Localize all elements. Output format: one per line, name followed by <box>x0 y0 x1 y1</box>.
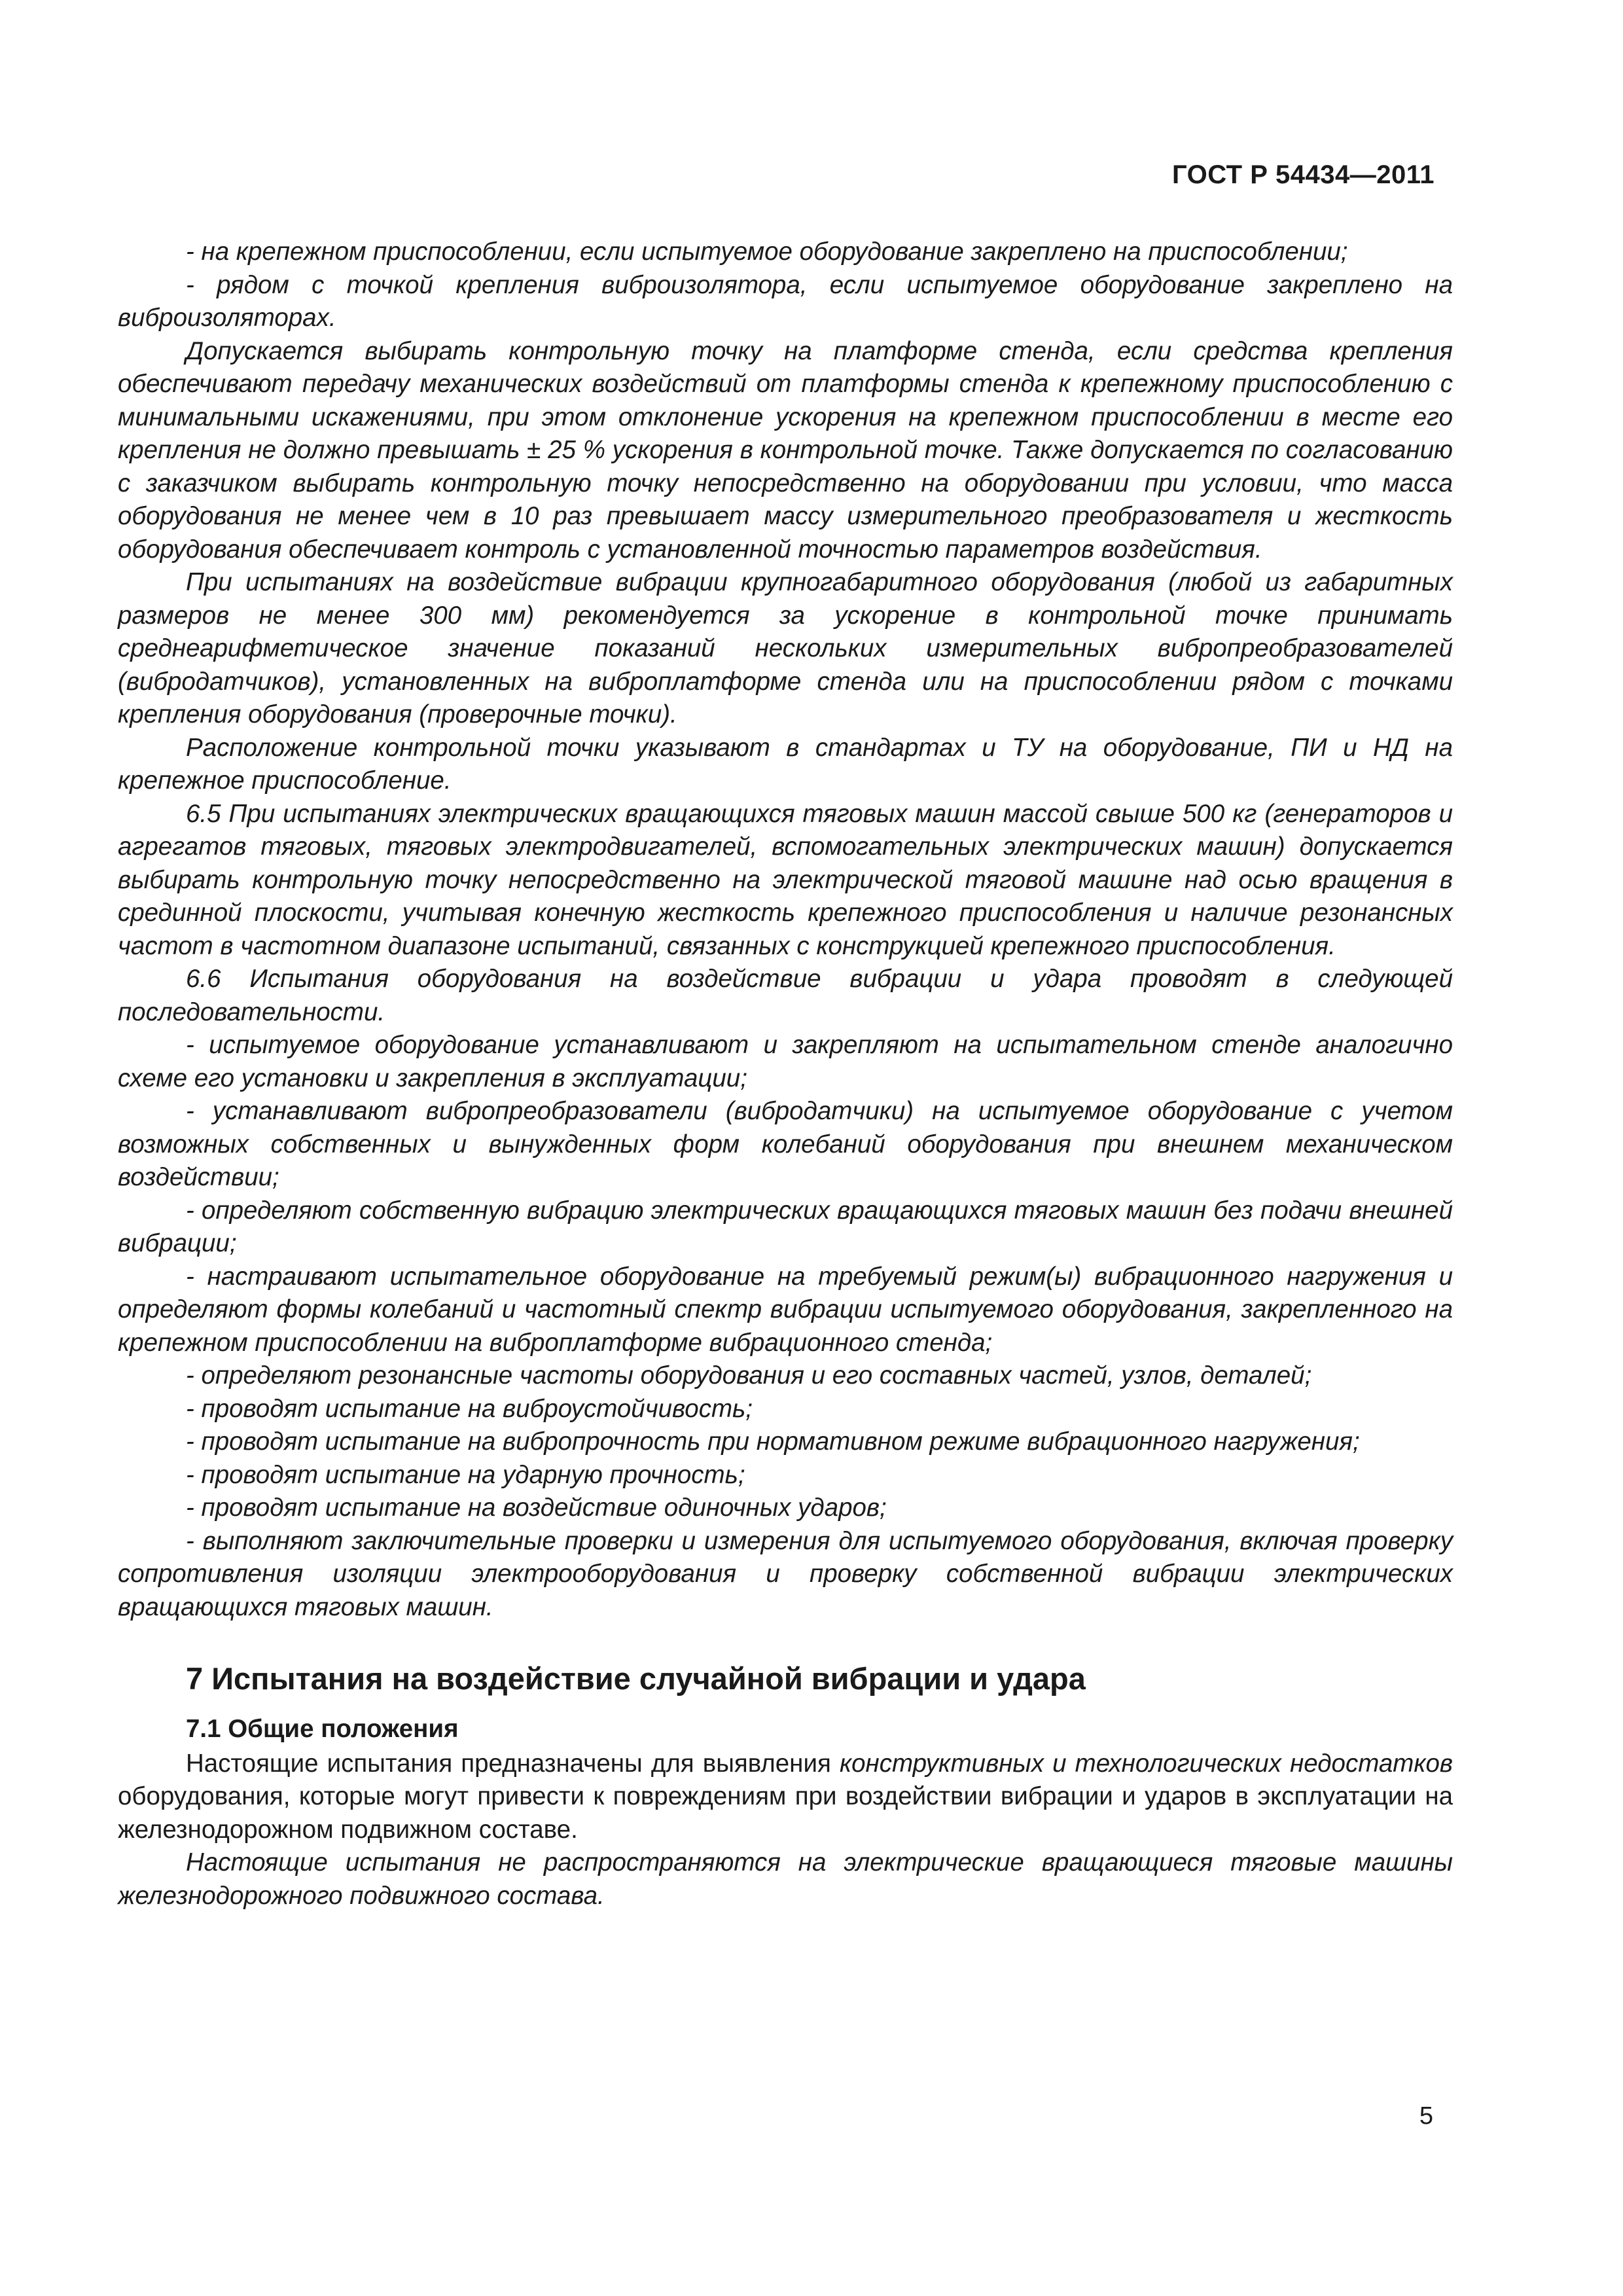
purpose-text-start: Настоящие испытания предназначены для выявления <box>186 1749 840 1778</box>
list-item-own-vibration: - определяют собственную вибрацию электрических вращающихся тяговых машин без подачи внешней вибрации; <box>118 1196 1453 1257</box>
list-item-install-sensors: - устанавливают вибропреобразователи (вибродатчики) на испытуемое оборудование с учетом возможных собственных и вынужденных форм колебаний оборудования при внешнем механическом воздействии; <box>118 1097 1453 1191</box>
paragraph-control-point-platform: Допускается выбирать контрольную точку на платформе стенда, если средства крепления обеспечивают передачу механических воздействий от платформы стенда к крепежному приспособлению с минимальными искажениями, при этом отклонение ускорения на крепежном приспособлении в месте его крепления не должно превышать ± 25 % ускорения в контрольной точке. Также допускается по согласованию с заказчиком выбирать контрольную точку непосредственно на оборудовании при условии, что масса оборудования не менее чем в 10 раз превышает массу измерительного преобразователя и жесткость оборудования обеспечивает контроль с установленной точностью параметров воздействия. <box>118 336 1453 564</box>
list-item-fixture: - на крепежном приспособлении, если испытуемое оборудование закреплено на приспособлении; <box>186 238 1348 266</box>
list-item-install-equipment: - испытуемое оборудование устанавливают и закрепляют на испытательном стенде аналогично схеме его установки и закрепления в эксплуатации; <box>118 1031 1453 1092</box>
document-body <box>118 236 1453 1912</box>
list-item-single-shocks: - проводят испытание на воздействие одиночных ударов; <box>186 1494 887 1522</box>
document-header-standard-id: ГОСТ Р 54434—2011 <box>1172 160 1435 189</box>
purpose-text-end: оборудования, которые могут привести к повреждениям при воздействии вибрации и ударов в эксплуатации на железнодорожном подвижном составе. <box>118 1782 1453 1844</box>
list-item-vibration-stability: - проводят испытание на виброустойчивость; <box>186 1394 753 1423</box>
paragraph-large-equipment: При испытаниях на воздействие вибрации крупногабаритного оборудования (любой из габаритных размеров не менее 300 мм) рекомендуется за ускорение в контрольной точке принимать среднеарифметическое значение показаний нескольких измерительных вибропреобразователей (вибродатчиков), установленных на виброплатформе стенда или на приспособлении рядом с точками крепления оборудования (проверочные точки). <box>118 568 1453 728</box>
list-item-vibration-strength: - проводят испытание на вибропрочность при нормативном режиме вибрационного нагружения; <box>186 1427 1360 1456</box>
clause-6-5: 6.5 При испытаниях электрических вращающихся тяговых машин массой свыше 500 кг (генераторов и агрегатов тяговых, тяговых электродвигателей, вспомогательных электрических машин) допускается выбирать контрольную точку непосредственно на электрической тяговой машине над осью вращения в срединной плоскости, учитывая конечную жесткость крепежного приспособления и наличие резонансных частот в частотном диапазоне испытаний, связанных с конструкцией крепежного приспособления. <box>118 799 1453 960</box>
paragraph-7-1-scope: Настоящие испытания не распространяются на электрические вращающиеся тяговые машины железнодорожного подвижного состава. <box>118 1848 1453 1910</box>
paragraph-control-point-location: Расположение контрольной точки указывают в стандартах и ТУ на оборудование, ПИ и НД на крепежное приспособление. <box>118 733 1453 795</box>
list-item-resonance: - определяют резонансные частоты оборудования и его составных частей, узлов, деталей; <box>186 1361 1312 1390</box>
subsection-7-1-heading: 7.1 Общие положения <box>186 1715 459 1743</box>
page-number: 5 <box>1419 2102 1433 2130</box>
list-item-vibration-isolator: - рядом с точкой крепления виброизолятора, если испытуемое оборудование закреплено на виброизоляторах. <box>118 270 1453 332</box>
purpose-text-emphasis: конструктивных и технологических недостатков <box>839 1749 1454 1778</box>
paragraph-7-1-purpose <box>118 1748 1453 1847</box>
clause-6-6: 6.6 Испытания оборудования на воздействие вибрации и удара проводят в следующей последовательности. <box>118 965 1453 1026</box>
list-item-final-checks: - выполняют заключительные проверки и измерения для испытуемого оборудования, включая проверку сопротивления изоляции электрооборудования и проверку собственной вибрации электрических вращающихся тяговых машин. <box>118 1526 1453 1621</box>
list-item-shock-strength: - проводят испытание на ударную прочность; <box>186 1460 745 1489</box>
list-item-configure-mode: - настраивают испытательное оборудование на требуемый режим(ы) вибрационного нагружения и определяют формы колебаний и частотный спектр вибрации испытуемого оборудования, закрепленного на крепежном приспособлении на виброплатформе вибрационного стенда; <box>118 1262 1453 1357</box>
section-7-heading: 7 Испытания на воздействие случайной вибрации и удара <box>186 1661 1086 1696</box>
